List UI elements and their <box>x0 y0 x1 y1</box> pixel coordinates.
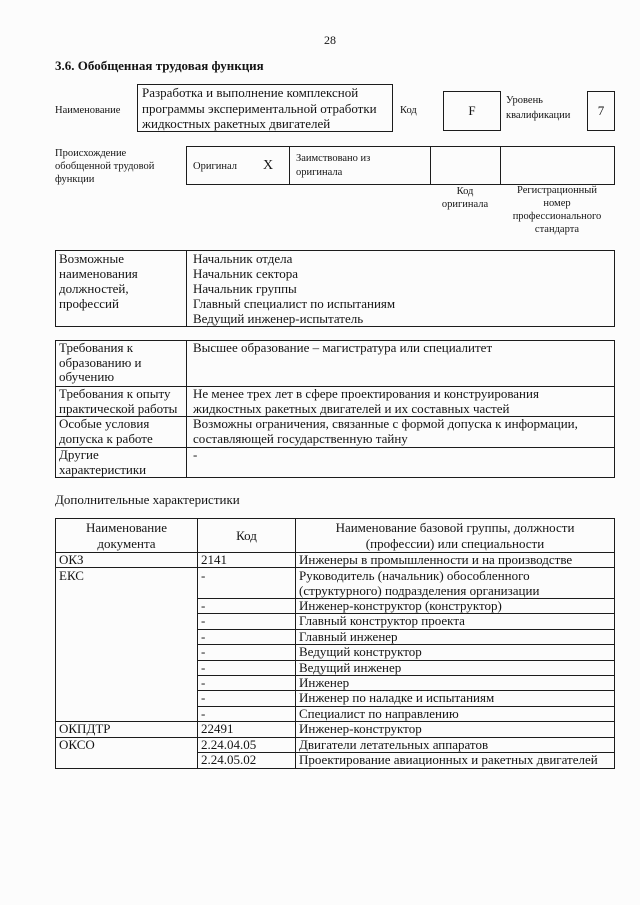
header-code: Код <box>198 519 296 553</box>
position-item: Начальник группы <box>193 281 297 296</box>
requirement-value: - <box>187 448 615 478</box>
additional-characteristics-table <box>55 518 615 769</box>
doc-okso: ОКСО <box>56 738 198 769</box>
position-item: Начальник отдела <box>193 251 293 266</box>
function-name-value: Разработка и выполнение комплексной программы экспериментальной отработки жидкостных ракетных двигателей <box>137 84 393 132</box>
position-item: Ведущий инженер-испытатель <box>193 311 364 326</box>
origin-label: Происхождение обобщенной трудовой функции <box>55 148 155 185</box>
positions-list <box>187 251 615 327</box>
name-cell: Специалист по направлению <box>296 707 615 722</box>
origin-original-code-cell <box>431 147 501 185</box>
name-cell: Проектирование авиационных и ракетных двигателей <box>296 753 615 769</box>
positions-table <box>55 250 615 327</box>
code-cell: - <box>198 645 296 661</box>
code-cell: - <box>198 676 296 691</box>
header-name: Наименование базовой группы, должности (профессии) или специальности <box>296 519 615 553</box>
section-title: 3.6. Обобщенная трудовая функция <box>55 58 264 73</box>
origin-original-mark: X <box>263 158 274 173</box>
position-item: Начальник сектора <box>193 266 299 281</box>
function-name-label: Наименование <box>55 105 121 116</box>
name-cell: Главный инженер <box>296 630 615 645</box>
code-cell: - <box>198 691 296 707</box>
name-cell: Главный конструктор проекта <box>296 614 615 630</box>
name-cell: Инженер-конструктор (конструктор) <box>296 599 615 614</box>
code-cell: - <box>198 630 296 645</box>
name-cell: Руководитель (начальник) обособленного (структурного) подразделения организации <box>296 568 615 599</box>
origin-borrowed-label: Заимствовано из оригинала <box>290 147 431 185</box>
code-cell: - <box>198 707 296 722</box>
requirement-label: Требования к опыту практической работы <box>56 387 187 417</box>
page-number: 28 <box>324 33 336 47</box>
code-cell: - <box>198 599 296 614</box>
original-code-caption: Код оригинала <box>441 186 489 210</box>
position-item: Главный специалист по испытаниям <box>193 296 396 311</box>
doc-eks: ЕКС <box>56 568 198 722</box>
requirements-table <box>55 340 615 478</box>
requirement-value: Высшее образование – магистратура или специалитет <box>187 341 615 387</box>
code-cell: - <box>198 568 296 599</box>
name-cell: Ведущий конструктор <box>296 645 615 661</box>
doc-okpdtr: ОКПДТР <box>56 722 198 738</box>
code-cell: 2.24.05.02 <box>198 753 296 769</box>
name-cell: Ведущий инженер <box>296 661 615 676</box>
code-cell: - <box>198 614 296 630</box>
requirement-label: Особые условия допуска к работе <box>56 417 187 448</box>
name-cell: Инженер-конструктор <box>296 722 615 738</box>
requirement-label: Требования к образованию и обучению <box>56 341 187 387</box>
origin-original-cell <box>187 147 290 185</box>
reg-number-caption: Регистрационный номер профессионального стандарта <box>512 185 602 235</box>
name-cell: Инженер по наладке и испытаниям <box>296 691 615 707</box>
origin-reg-number-cell <box>501 147 615 185</box>
code-cell: - <box>198 661 296 676</box>
code-cell: 22491 <box>198 722 296 738</box>
requirement-value: Не менее трех лет в сфере проектирования и конструирования жидкостных ракетных двигателей и их составных частей <box>187 387 615 417</box>
function-code-label: Код <box>400 105 417 116</box>
additional-title: Дополнительные характеристики <box>55 492 240 507</box>
function-code-value: F <box>443 91 501 131</box>
header-document: Наименование документа <box>56 519 198 553</box>
origin-original-label: Оригинал <box>193 161 237 172</box>
qualification-level-label: Уровень квалификации <box>506 95 571 121</box>
doc-okz: ОКЗ <box>56 553 198 568</box>
positions-label: Возможные наименования должностей, профессий <box>56 251 187 327</box>
name-cell: Инженер <box>296 676 615 691</box>
qualification-level-value: 7 <box>587 91 615 131</box>
requirement-value: Возможны ограничения, связанные с формой допуска к информации, составляющей государственную тайну <box>187 417 615 448</box>
name-cell: Инженеры в промышленности и на производстве <box>296 553 615 568</box>
code-cell: 2141 <box>198 553 296 568</box>
origin-table <box>186 146 615 185</box>
requirement-label: Другие характеристики <box>56 448 187 478</box>
code-cell: 2.24.04.05 <box>198 738 296 753</box>
name-cell: Двигатели летательных аппаратов <box>296 738 615 753</box>
